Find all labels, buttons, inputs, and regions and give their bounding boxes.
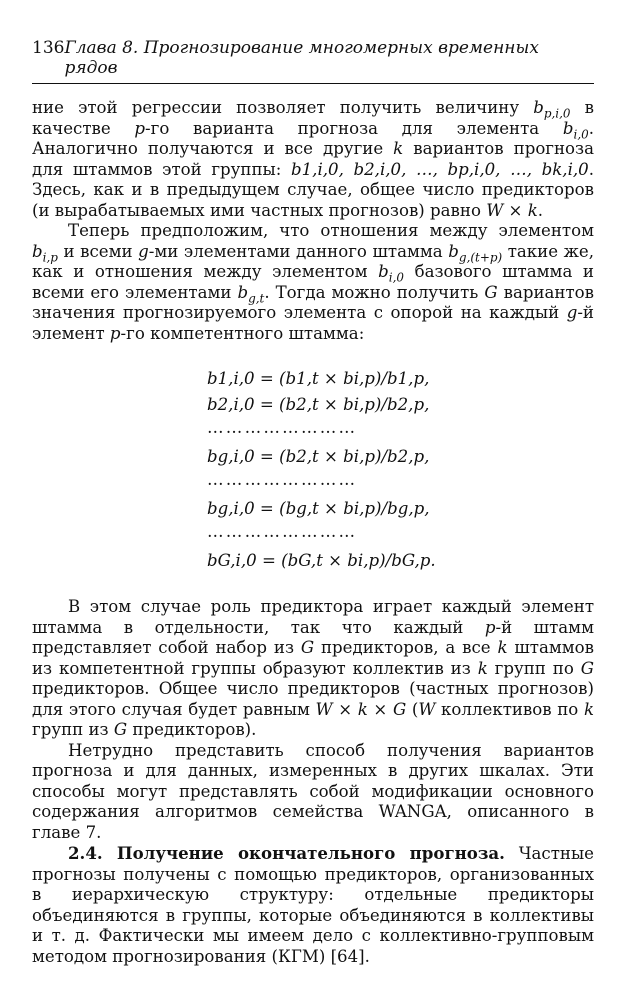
math-w-times-k: W × k xyxy=(486,200,538,220)
math-W: W xyxy=(418,699,436,719)
text-run: групп по xyxy=(487,658,581,678)
paragraph-3 xyxy=(32,597,594,741)
forecast-list: b1,i,0, b2,i,0, …, bp,i,0, …, bk,i,0 xyxy=(290,159,589,179)
formula-row: b1,i,0 = (b1,t × bi,p)/b1,p, xyxy=(207,369,430,388)
text-run: Теперь предположим, что отношения между элементом xyxy=(68,221,594,240)
text-run: ние этой регрессии позволяет получить величину xyxy=(32,98,534,117)
math-b-g-t: $b_{g,t}$ xyxy=(237,282,265,305)
math-w-k-g: W × k × G xyxy=(315,699,407,719)
math-G: G xyxy=(300,638,315,657)
chapter-title: Глава 8. Прогнозирование многомерных временных рядов xyxy=(64,38,539,78)
text-run: групп из xyxy=(32,720,114,739)
math-k: k xyxy=(393,139,404,158)
text-run: штаммов из компетентной группы образуют коллектив из xyxy=(32,638,595,678)
text-run: коллективов по xyxy=(435,699,584,719)
math-p: p xyxy=(109,323,121,343)
math-b-g-t-plus-p: $b_{g,(t+p)}$ xyxy=(448,241,503,264)
text-run: . Здесь, как и в предыдущем случае, общее число предикторов (и вырабатываемых ими частных прогнозов) равно xyxy=(32,159,594,220)
text-run: базового штамма и всеми его элементами xyxy=(32,262,594,302)
text-run: -ми элементами данного штамма xyxy=(148,241,449,261)
section-2-4 xyxy=(32,843,594,967)
math-b-p-i-0: $b_{p,i,0}$ xyxy=(533,98,571,121)
formula-row: b2,i,0 = (b2,t × bi,p)/b2,p, xyxy=(207,395,430,414)
text-run: -й штамм представляет собой набор из xyxy=(32,617,594,657)
math-p: p xyxy=(134,118,146,138)
text-run: предикторов, а все xyxy=(314,638,498,657)
math-G: G xyxy=(113,720,128,739)
math-g: g xyxy=(566,303,578,322)
text-run: и всеми xyxy=(57,241,139,261)
math-b-i-0: $b_{i,0}$ xyxy=(562,118,589,141)
formula-row: bG,i,0 = (bG,t × bi,p)/bG,p. xyxy=(207,551,436,570)
page-number: 136 xyxy=(32,38,65,58)
running-head xyxy=(32,38,594,84)
text-run: такие же, как и отношения между элементом xyxy=(32,241,594,281)
math-G: G xyxy=(580,658,594,678)
formula-block xyxy=(207,366,594,574)
text-run: -й элемент xyxy=(32,303,594,343)
section-heading: 2.4. Получение окончательного прогноза. xyxy=(68,843,505,863)
text-run: . Аналогично получаются и все другие xyxy=(32,118,595,158)
text-run: ( xyxy=(406,699,419,719)
book-page xyxy=(32,38,594,967)
paragraph-2 xyxy=(32,221,594,344)
math-k: k xyxy=(583,699,594,719)
math-b-i-p: $b_{i,p}$ xyxy=(32,241,58,264)
main-text xyxy=(32,98,594,967)
math-g: g xyxy=(138,241,149,261)
section-text: Частные прогнозы получены с помощью предикторов, организованных в иерархическую структуру: отдельные предикторы объединяются в группы, которые объединяются в коллективы и т. д. Фактически мы имеем дело с коллективно-групповым методом прогнозирования (КГМ) [64]. xyxy=(32,844,594,966)
text-run: . xyxy=(537,200,544,220)
text-run: . Тогда можно получить xyxy=(264,282,485,302)
paragraph-4: Нетрудно представить способ получения вариантов прогноза и для данных, измеренных в других шкалах. Эти способы могут представлять собой модификации основного содержания алгоритмов семейства WANGA, описанного в главе 7. xyxy=(32,740,594,842)
formula-ellipsis: …………………… xyxy=(207,418,358,437)
formula-row: bg,i,0 = (b2,t × bi,p)/b2,p, xyxy=(207,447,430,466)
formula-ellipsis: …………………… xyxy=(207,522,358,541)
text-run: В этом случае роль предиктора играет каждый элемент штамма в отдельности, так что каждый xyxy=(32,597,594,637)
paragraph-1 xyxy=(32,98,594,221)
math-b-i-0: $b_{i,0}$ xyxy=(378,262,405,285)
text-run: вариантов значения прогнозируемого элемента с опорой на каждый xyxy=(32,282,594,322)
text-run: в качестве xyxy=(32,98,594,138)
text-run: предикторов. Общее число предикторов (частных прогнозов) для этого случая будет равным xyxy=(32,679,594,719)
text-run: вариантов прогноза для штаммов этой группы: xyxy=(32,139,594,179)
math-p: p xyxy=(484,617,496,637)
math-k: k xyxy=(497,638,508,657)
text-run: предикторов). xyxy=(127,720,257,739)
text-run: -го варианта прогноза для элемента xyxy=(145,118,563,138)
formula-ellipsis: …………………… xyxy=(207,470,358,489)
math-k: k xyxy=(477,658,488,678)
formula-row: bg,i,0 = (bg,t × bi,p)/bg,p, xyxy=(207,499,430,518)
text-run: -го компетентного штамма: xyxy=(120,323,365,343)
math-G: G xyxy=(484,282,498,302)
